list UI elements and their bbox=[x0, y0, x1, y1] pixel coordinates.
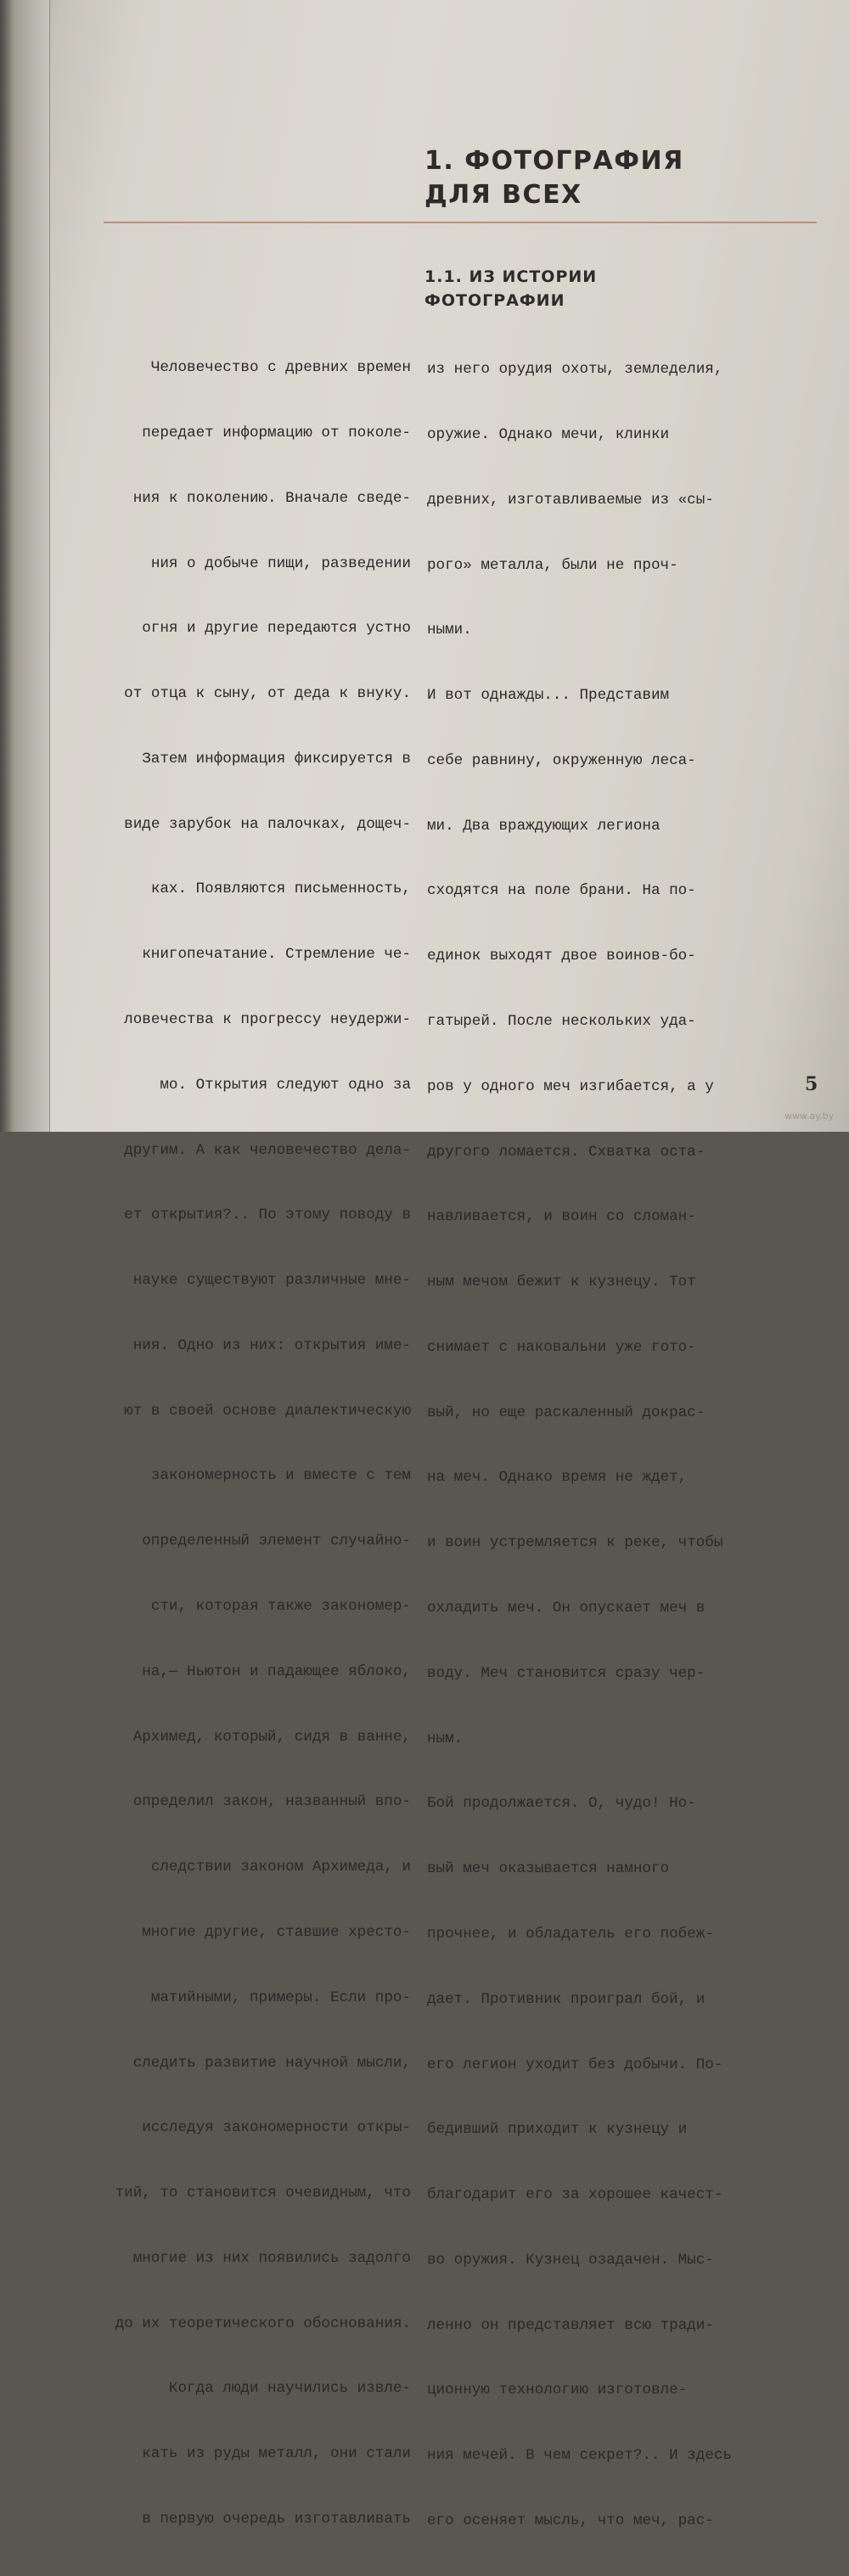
text-line: дает. Противник проиграл бой, и bbox=[427, 1990, 706, 2008]
text-line: вый, но еще раскаленный докрас- bbox=[427, 1403, 706, 1421]
text-line: кать из руды металл, они стали bbox=[142, 2445, 411, 2463]
watermark: www.ay.by bbox=[784, 1111, 835, 1122]
text-line: бедивший приходит к кузнецу и bbox=[427, 2121, 688, 2139]
text-line: ния о добыче пищи, разведении bbox=[150, 554, 411, 572]
text-line: Когда люди научились извле- bbox=[168, 2380, 411, 2398]
text-line: ным. bbox=[427, 1730, 464, 1747]
text-line: ют в своей основе диалектическую bbox=[124, 1402, 411, 1420]
text-line: матийными, примеры. Если про- bbox=[150, 1988, 411, 2006]
text-line: гатырей. После нескольких уда- bbox=[427, 1013, 696, 1030]
text-line: вый меч оказывается намного bbox=[427, 1860, 670, 1878]
text-line: из него орудия охоты, земледелия, bbox=[427, 361, 723, 379]
text-line: ния мечей. В чем секрет?.. И здесь bbox=[427, 2447, 732, 2465]
text-line: Бой продолжается. О, чудо! Но- bbox=[427, 1795, 696, 1813]
chapter-divider bbox=[104, 222, 817, 223]
text-line: другого ломается. Схватка оста- bbox=[427, 1143, 706, 1161]
text-line: сти, которая также закономер- bbox=[150, 1598, 411, 1616]
text-line: ловечества к прогрессу неудержи- bbox=[124, 1011, 411, 1028]
text-line: воду. Меч становится сразу чер- bbox=[427, 1664, 706, 1682]
text-line: единок выходят двое воинов-бо- bbox=[427, 948, 696, 965]
text-line: многие другие, ставшие хресто- bbox=[142, 1923, 411, 1941]
text-line: ния. Одно из них: открытия име- bbox=[132, 1336, 411, 1354]
text-line: науке существуют различные мне- bbox=[132, 1272, 411, 1290]
text-line: ми. Два враждующих легиона bbox=[427, 817, 661, 835]
text-line: следить развитие научной мысли, bbox=[132, 2054, 411, 2072]
text-line: навливается, и воин со сломан- bbox=[427, 1208, 696, 1226]
left-text-column bbox=[12, 314, 411, 2574]
text-line: следствии законом Архимеда, и bbox=[150, 1859, 411, 1876]
text-line: Человечество с древних времен bbox=[150, 359, 411, 377]
text-line: огня и другие передаются устно bbox=[142, 620, 411, 638]
book-page bbox=[12, 0, 849, 2529]
text-line: рого» металла, были не проч- bbox=[427, 556, 678, 574]
text-line: И вот однажды... Представим bbox=[427, 687, 670, 705]
text-line: тий, то становится очевидным, что bbox=[115, 2185, 411, 2202]
text-line: ционную технологию изготовле- bbox=[427, 2382, 688, 2399]
page-number: 5 bbox=[805, 1073, 818, 1095]
text-line: себе равнину, окруженную леса- bbox=[427, 751, 696, 769]
text-line: и воин устремляется к реке, чтобы bbox=[427, 1534, 723, 1552]
text-line: мо. Открытия следуют одно за bbox=[160, 1076, 411, 1094]
text-line: ленно он представляет всю тради- bbox=[427, 2316, 714, 2334]
text-line: определил закон, названный впо- bbox=[132, 1793, 411, 1811]
text-line: ров у одного меч изгибается, а у bbox=[427, 1077, 714, 1095]
text-line: охладить меч. Он опускает меч в bbox=[427, 1600, 706, 1617]
text-line: ках. Появляются письменность, bbox=[150, 880, 411, 898]
text-line: Затем информация фиксируется в bbox=[142, 750, 411, 768]
text-line: ным мечом бежит к кузнецу. Тот bbox=[427, 1274, 696, 1291]
chapter-title-line: 1. ФОТОГРАФИЯ bbox=[424, 146, 684, 176]
text-line: ет открытия?.. По этому поводу в bbox=[124, 1206, 411, 1224]
text-line: книгопечатание. Стремление че- bbox=[142, 946, 411, 964]
text-line: многие из них появились задолго bbox=[132, 2249, 411, 2267]
text-line: древних, изготавливаемые из «сы- bbox=[427, 491, 714, 509]
section-title-line: ФОТОГРАФИИ bbox=[424, 291, 565, 310]
chapter-title bbox=[424, 144, 781, 212]
text-line: в первую очередь изготавливать bbox=[142, 2510, 411, 2528]
text-line: виде зарубок на палочках, дощеч- bbox=[124, 815, 411, 833]
text-line: снимает с наковальни уже гото- bbox=[427, 1338, 696, 1356]
text-line: во оружия. Кузнец озадачен. Мыс- bbox=[427, 2251, 714, 2269]
text-line: исследуя закономерности откры- bbox=[142, 2119, 411, 2137]
text-line: благодарит его за хорошее качест- bbox=[427, 2186, 723, 2204]
text-line: передает информацию от поколе- bbox=[142, 424, 411, 442]
text-line: Архимед, который, сидя в ванне, bbox=[132, 1728, 411, 1746]
text-line: ния к поколению. Вначале сведе- bbox=[132, 489, 411, 507]
text-line: ными. bbox=[427, 622, 472, 639]
section-title bbox=[424, 265, 764, 312]
text-line: его легион уходит без добычи. По- bbox=[427, 2056, 723, 2073]
text-line: до их теоретического обоснования. bbox=[115, 2314, 411, 2332]
text-line: его осеняет мысль, что меч, рас- bbox=[427, 2511, 714, 2529]
text-line: определенный элемент случайно- bbox=[142, 1533, 411, 1550]
section-title-line: 1.1. ИЗ ИСТОРИИ bbox=[424, 267, 598, 286]
text-line: на меч. Однако время не ждет, bbox=[427, 1469, 688, 1487]
text-line: оружие. Однако мечи, клинки bbox=[427, 425, 670, 443]
text-line: другим. А как человечество дела- bbox=[124, 1141, 411, 1159]
text-line: закономерность и вместе с тем bbox=[150, 1467, 411, 1485]
chapter-title-line: ДЛЯ ВСЕХ bbox=[424, 180, 582, 210]
text-line: на,— Ньютон и падающее яблоко, bbox=[142, 1662, 411, 1680]
text-line: от отца к сыну, от деда к внуку. bbox=[124, 685, 411, 703]
right-text-column bbox=[427, 316, 826, 2576]
text-line: прочнее, и обладатель его побеж- bbox=[427, 1925, 714, 1943]
text-line: сходятся на поле брани. На по- bbox=[427, 882, 696, 900]
